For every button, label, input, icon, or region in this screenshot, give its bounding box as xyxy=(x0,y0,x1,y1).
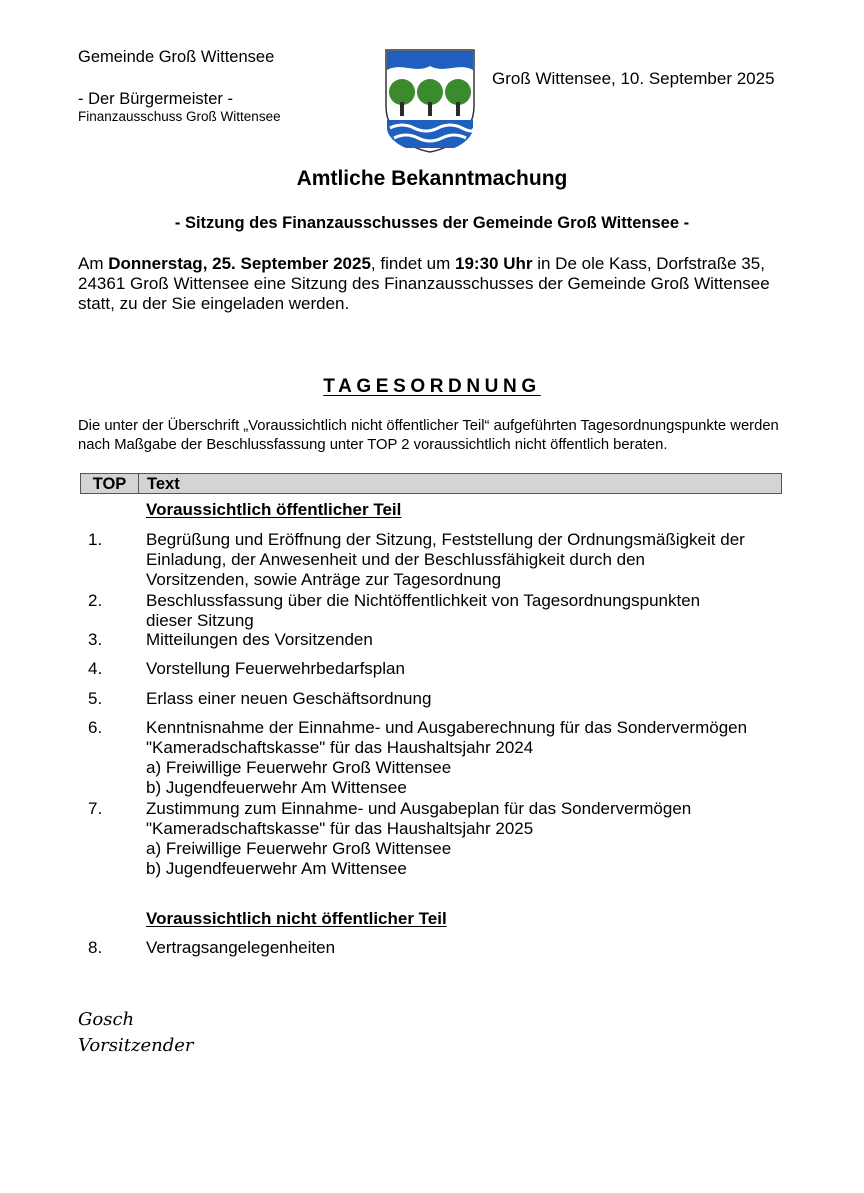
section-nonpublic: Voraussichtlich nicht öffentlicher Teil xyxy=(146,909,447,928)
page-subtitle: - Sitzung des Finanzausschusses der Gemeinde Groß Wittensee - xyxy=(174,214,690,232)
agenda-item-number: 3. xyxy=(88,630,103,649)
column-header-text: Text xyxy=(147,475,180,493)
agenda-item-text xyxy=(146,938,786,958)
agenda-item-line: Einladung, der Anwesenheit und der Beschlussfähigkeit durch den xyxy=(146,550,646,569)
agenda-item-text xyxy=(146,659,786,679)
agenda-item-number: 4. xyxy=(88,659,103,678)
agenda-item-line: Mitteilungen des Vorsitzenden xyxy=(146,630,373,649)
mayor-label: - Der Bürgermeister - xyxy=(78,90,233,108)
agenda-item-line: Begrüßung und Eröffnung der Sitzung, Feststellung der Ordnungsmäßigkeit der xyxy=(146,530,745,549)
agenda-item-line: Kenntnisnahme der Einnahme- und Ausgaberechnung für das Sondervermögen xyxy=(146,718,748,737)
agenda-item-number: 8. xyxy=(88,938,103,957)
agenda-item-line: "Kameradschaftskasse" für das Haushaltsjahr 2025 xyxy=(146,819,534,838)
agenda-item-line: a) Freiwillige Feuerwehr Groß Wittensee xyxy=(146,758,452,777)
column-header-top: TOP xyxy=(81,474,139,493)
agenda-item-number: 5. xyxy=(88,689,103,708)
intro-text-3: in De ole Kass, Dorfstraße 35, 24361 Groß Wittensee eine Sitzung des Finanzausschusses der Gemeinde Groß Wittensee statt, zu der Sie eingeladen werden. xyxy=(78,254,770,313)
agenda-item-line: Vertragsangelegenheiten xyxy=(146,938,336,957)
intro-time: 19:30 Uhr xyxy=(455,254,533,273)
agenda-item-text xyxy=(146,630,786,650)
committee-label: Finanzausschuss Groß Wittensee xyxy=(78,109,281,124)
intro-text-1: Am xyxy=(78,254,109,273)
agenda-item-line: a) Freiwillige Feuerwehr Groß Wittensee xyxy=(146,839,452,858)
agenda-item-line: b) Jugendfeuerwehr Am Wittensee xyxy=(146,778,407,797)
agenda-item-text xyxy=(146,530,786,590)
agenda-item-text xyxy=(146,799,786,879)
agenda-item-text xyxy=(146,689,786,709)
agenda-item-line: Vorstellung Feuerwehrbedarfsplan xyxy=(146,659,405,678)
agenda-item-number: 1. xyxy=(88,530,103,549)
agenda-item-line: dieser Sitzung xyxy=(146,611,254,630)
intro-date: Donnerstag, 25. September 2025 xyxy=(108,254,371,273)
agenda-item-line: Beschlussfassung über die Nichtöffentlichkeit von Tagesordnungspunkten xyxy=(146,591,701,610)
municipality-name: Gemeinde Groß Wittensee xyxy=(78,48,275,66)
agenda-item-line: b) Jugendfeuerwehr Am Wittensee xyxy=(146,859,407,878)
page-title: Amtliche Bekanntmachung xyxy=(296,167,568,190)
agenda-item-text xyxy=(146,718,786,798)
agenda-item-number: 6. xyxy=(88,718,103,737)
agenda-note: Die unter der Überschrift „Voraussichtlich nicht öffentlicher Teil“ aufgeführten Tagesordnungspunkte werden nach Maßgabe der Beschlussfassung unter TOP 2 voraussichtlich nicht öffentlich beraten. xyxy=(78,418,779,453)
agenda-heading: TAGESORDNUNG xyxy=(323,376,541,397)
signature-role: Vorsitzender xyxy=(78,1035,194,1056)
intro-text-2: , findet um xyxy=(370,254,456,273)
coat-of-arms-icon xyxy=(384,48,476,154)
agenda-item-line: Zustimmung zum Einnahme- und Ausgabeplan für das Sondervermögen xyxy=(146,799,692,818)
intro-paragraph xyxy=(78,254,798,314)
agenda-item-number: 7. xyxy=(88,799,103,818)
signature-name: Gosch xyxy=(78,1009,135,1030)
agenda-table-header xyxy=(80,473,782,494)
agenda-item-line: "Kameradschaftskasse" für das Haushaltsjahr 2024 xyxy=(146,738,534,757)
agenda-item-number: 2. xyxy=(88,591,103,610)
agenda-item-line: Vorsitzenden, sowie Anträge zur Tagesordnung xyxy=(146,570,502,589)
agenda-item-line: Erlass einer neuen Geschäftsordnung xyxy=(146,689,432,708)
agenda-item-text xyxy=(146,591,786,631)
section-public: Voraussichtlich öffentlicher Teil xyxy=(146,500,402,519)
place-date: Groß Wittensee, 10. September 2025 xyxy=(492,69,775,88)
